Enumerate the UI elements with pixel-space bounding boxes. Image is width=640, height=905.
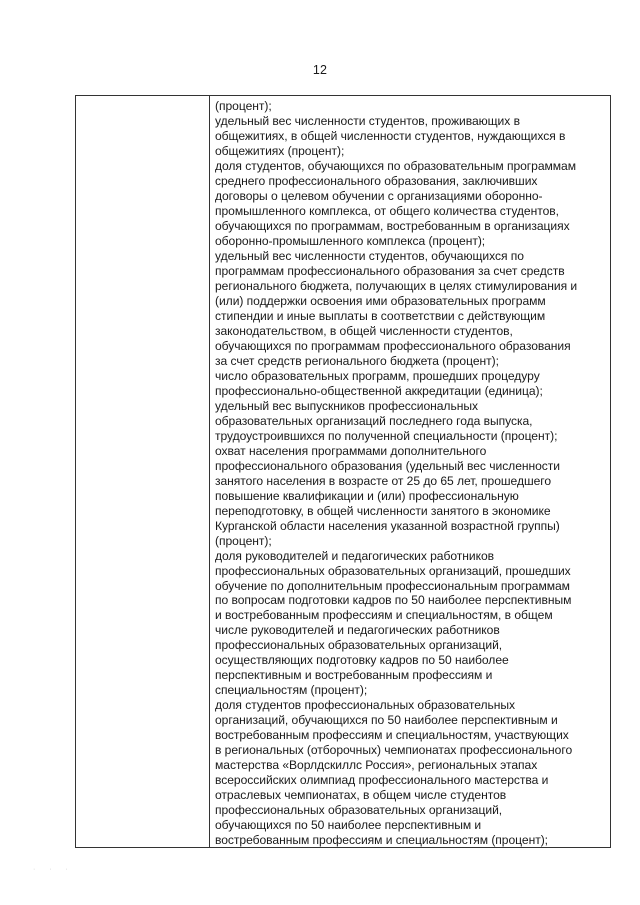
indicators-table: [75, 95, 611, 848]
text-line: по вопросам подготовки кадров по 50 наиболее перспективным: [215, 593, 572, 608]
text-line: профессиональных образовательных организаций,: [215, 638, 503, 653]
text-line: профессиональных образовательных организаций,: [215, 803, 503, 818]
text-line: удельный вес численности студентов, обучающихся по: [215, 248, 524, 263]
text-line: востребованным профессиям и специальностям (процент);: [215, 833, 548, 847]
text-line: трудоустроившихся по полученной специальности (процент);: [215, 428, 558, 443]
text-line: образовательных организаций последнего года выпуска,: [215, 413, 533, 428]
text-line: удельный вес численности студентов, проживающих в: [215, 113, 520, 128]
page-number: 12: [312, 63, 328, 77]
text-line: организаций, обучающихся по 50 наиболее перспективным и: [215, 713, 558, 728]
text-line: повышение квалификации и (или) профессиональную: [215, 488, 519, 503]
text-line: доля студентов профессиональных образовательных: [215, 698, 516, 713]
text-line: специальностям (процент);: [215, 683, 368, 698]
text-line: переподготовку, в общей численности занятого в экономике: [215, 503, 551, 518]
text-line: доля руководителей и педагогических работников: [215, 548, 495, 563]
text-line: мастерства «Ворлдскиллс Россия», региональных этапах: [215, 758, 538, 773]
text-line: обучающихся по 50 наиболее перспективным и: [215, 818, 482, 833]
text-line: (или) поддержки освоения ими образовательных программ: [215, 293, 546, 308]
text-line: оборонно-промышленного комплекса (процент);: [215, 233, 486, 248]
text-line: осуществляющих подготовку кадров по 50 наиболее: [215, 653, 509, 668]
text-line: профессионального образования (удельный вес численности: [215, 458, 560, 473]
text-line: (процент);: [215, 99, 272, 113]
text-line: профессионально-общественной аккредитации (единица);: [215, 383, 543, 398]
text-line: в региональных (отборочных) чемпионатах профессионального: [215, 743, 573, 758]
text-line: обучающихся по программам, востребованным в организациях: [215, 218, 570, 233]
text-line: число образовательных программ, прошедших процедуру: [215, 368, 540, 383]
text-line: общежитиях (процент);: [215, 143, 345, 158]
text-line: обучающихся по программам профессионального образования: [215, 338, 571, 353]
text-line: промышленного комплекса, от общего количества студентов,: [215, 203, 559, 218]
text-line: регионального бюджета, получающих в целях стимулирования и: [215, 278, 578, 293]
text-line: общежитиях, в общей численности студентов, нуждающихся в: [215, 128, 566, 143]
text-line: отраслевых чемпионатах, в общем числе студентов: [215, 788, 507, 803]
text-line: перспективным и востребованным профессиям и: [215, 668, 493, 683]
table-left-cell: [76, 96, 210, 847]
text-line: обучение по дополнительным профессиональным программам: [215, 578, 570, 593]
text-line: (процент);: [215, 533, 272, 548]
text-line: среднего профессионального образования, заключивших: [215, 173, 538, 188]
text-line: доля студентов, обучающихся по образовательным программам: [215, 158, 576, 173]
text-line: программам профессионального образования за счет средств: [215, 263, 565, 278]
text-line: Курганской области населения указанной возрастной группы): [215, 518, 560, 533]
text-line: стипендии и иные выплаты в соответствии с действующим: [215, 308, 546, 323]
table-right-cell: [210, 96, 610, 847]
text-line: и востребованным профессиям и специальностям, в общем: [215, 608, 553, 623]
text-line: удельный вес выпускников профессиональных: [215, 398, 478, 413]
text-line: востребованным профессиям и специальностям, участвующих: [215, 728, 569, 743]
text-line: занятого населения в возрасте от 25 до 65 лет, прошедшего: [215, 473, 552, 488]
text-line: профессиональных образовательных организаций, прошедших: [215, 563, 571, 578]
text-line: договоры о целевом обучении с организациями оборонно-: [215, 188, 543, 203]
text-line: охват населения программами дополнительного: [215, 443, 487, 458]
text-line: за счет средств регионального бюджета (процент);: [215, 353, 499, 368]
text-line: законодательством, в общей численности студентов,: [215, 323, 513, 338]
text-line: всероссийских олимпиад профессионального мастерства и: [215, 773, 549, 788]
scan-artifact: · · ·: [33, 866, 74, 873]
text-line: числе руководителей и педагогических работников: [215, 623, 500, 638]
